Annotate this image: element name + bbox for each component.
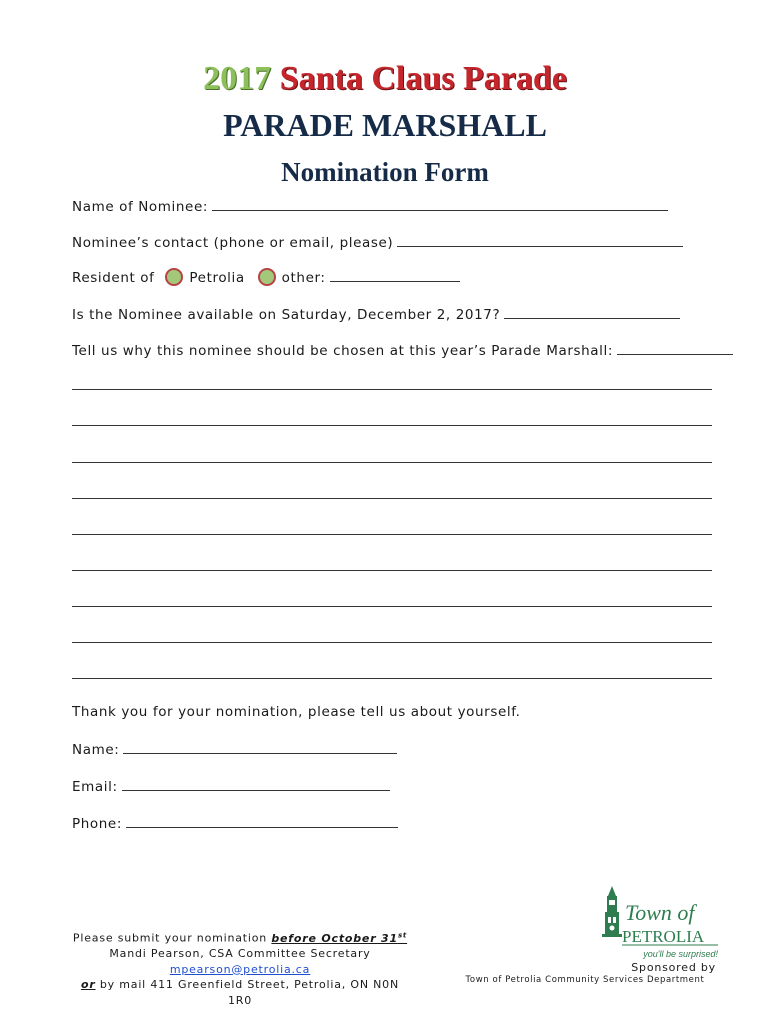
why-label: Tell us why this nominee should be chosen at this year’s Parade Marshall:	[72, 343, 614, 359]
sponsor-department: Town of Petrolia Community Services Department	[465, 975, 705, 985]
form-header	[0, 58, 770, 190]
nominator-email-row	[72, 776, 390, 796]
resident-petrolia-radio[interactable]	[165, 268, 183, 286]
availability-row	[72, 304, 680, 324]
resident-other-label: other:	[281, 270, 326, 286]
why-answer-line[interactable]	[72, 497, 712, 499]
contact-name: Mandi Pearson, CSA Committee Secretary	[109, 947, 371, 961]
nominee-name-label: Name of Nominee:	[72, 199, 208, 215]
why-answer-line[interactable]	[72, 533, 712, 535]
form-title: Nomination Form	[281, 157, 489, 187]
sponsored-by: Sponsored by	[631, 961, 716, 974]
resident-label: Resident of	[72, 270, 155, 286]
why-answer-line[interactable]	[72, 641, 712, 643]
submission-info	[70, 928, 410, 1008]
resident-other-radio[interactable]	[258, 268, 276, 286]
resident-petrolia-label: Petrolia	[189, 270, 245, 286]
nominator-name-label: Name:	[72, 742, 120, 758]
nominator-name-row	[72, 739, 397, 759]
submit-prefix: Please submit your nomination	[72, 931, 268, 945]
nominee-contact-row	[72, 232, 683, 252]
nominee-name-field[interactable]	[212, 196, 668, 211]
contact-email-link[interactable]: mpearson@petrolia.ca	[169, 962, 311, 976]
event-title	[0, 58, 770, 100]
nominator-phone-label: Phone:	[72, 816, 122, 832]
resident-row	[72, 267, 460, 287]
form-subtitle: PARADE MARSHALL	[223, 107, 547, 143]
logo-tagline: you'll be surprised!	[643, 949, 718, 959]
why-answer-line[interactable]	[72, 569, 712, 571]
why-answer-line[interactable]	[72, 461, 712, 463]
submit-instructions	[70, 928, 410, 946]
nominee-contact-field[interactable]	[397, 232, 683, 247]
town-of-petrolia-logo	[598, 884, 720, 962]
nominator-phone-field[interactable]	[126, 813, 398, 828]
nominator-intro: Thank you for your nomination, please tell us about yourself.	[72, 704, 521, 720]
why-answer-line[interactable]	[72, 605, 712, 607]
availability-label: Is the Nominee available on Saturday, December 2, 2017?	[72, 307, 501, 323]
logo-town-of: Town of	[625, 900, 695, 925]
why-answer-line[interactable]	[72, 677, 712, 679]
nominee-contact-label: Nominee’s contact (phone or email, please)	[72, 235, 394, 251]
event-year: 2017	[203, 60, 272, 97]
mail-instructions	[70, 977, 410, 1008]
event-name: Santa Claus Parade	[279, 60, 567, 97]
nominator-email-label: Email:	[72, 779, 118, 795]
nominator-phone-row	[72, 813, 398, 833]
nominee-name-row	[72, 196, 668, 216]
nominator-name-field[interactable]	[123, 739, 397, 754]
why-row	[72, 340, 733, 360]
logo-town-name: PETROLIA	[622, 927, 705, 946]
why-answer-line[interactable]	[72, 424, 712, 426]
mail-address: by mail 411 Greenfield Street, Petrolia, ON N0N 1R0	[99, 978, 399, 1007]
why-answer-line[interactable]	[72, 388, 712, 390]
submit-deadline: before October 31st	[271, 931, 408, 945]
availability-field[interactable]	[504, 304, 680, 319]
nominator-email-field[interactable]	[122, 776, 390, 791]
why-field-first-line[interactable]	[617, 340, 733, 355]
or-label: or	[80, 978, 96, 992]
resident-other-field[interactable]	[330, 267, 460, 282]
